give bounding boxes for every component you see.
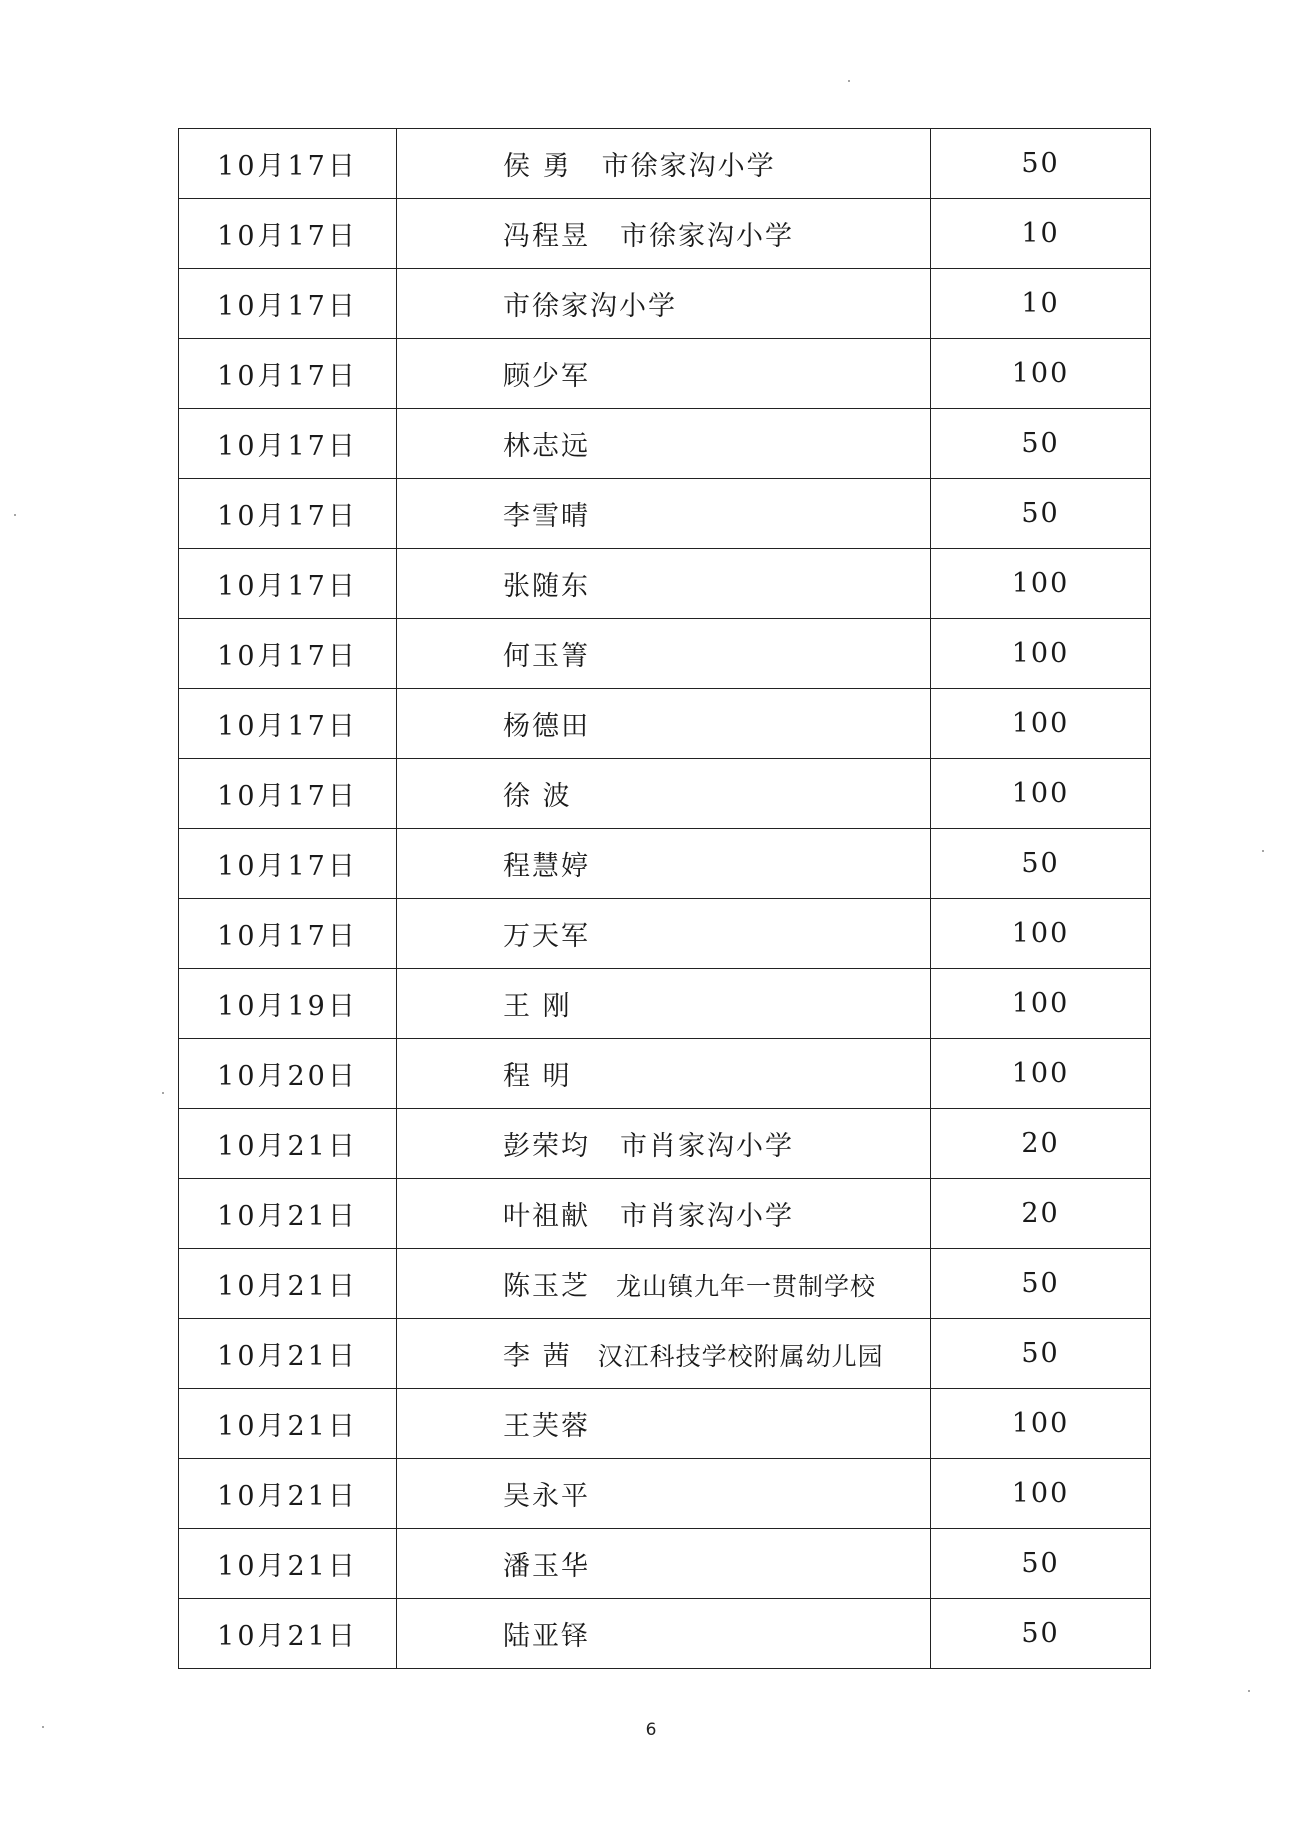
donor-name: 顾少军 — [503, 361, 590, 392]
donor-cell — [397, 1249, 931, 1319]
donor-name: 何玉箐 — [503, 641, 590, 672]
table-row — [179, 1039, 1151, 1109]
school-name: 汉江科技学校附属幼儿园 — [597, 1342, 884, 1371]
amount-cell: 20 — [931, 1109, 1151, 1179]
amount-cell: 100 — [931, 549, 1151, 619]
donor-cell — [397, 1389, 931, 1459]
amount-cell: 50 — [931, 129, 1151, 199]
date-cell: 10月17日 — [179, 199, 397, 269]
date-cell: 10月20日 — [179, 1039, 397, 1109]
amount-cell: 20 — [931, 1179, 1151, 1249]
scan-speck — [14, 514, 16, 516]
date-cell: 10月21日 — [179, 1529, 397, 1599]
amount-cell: 100 — [931, 899, 1151, 969]
table-row — [179, 1109, 1151, 1179]
scan-speck — [1262, 850, 1264, 852]
amount-cell: 100 — [931, 969, 1151, 1039]
donor-cell — [397, 549, 931, 619]
donor-name: 杨德田 — [503, 711, 590, 742]
table-row — [179, 969, 1151, 1039]
school-name: 市肖家沟小学 — [620, 1201, 794, 1232]
table-row — [179, 129, 1151, 199]
amount-cell: 50 — [931, 409, 1151, 479]
table-row — [179, 1319, 1151, 1389]
scan-speck — [42, 1726, 44, 1728]
donor-name: 李 茜 — [503, 1341, 572, 1372]
donor-cell — [397, 409, 931, 479]
date-cell: 10月17日 — [179, 269, 397, 339]
date-cell: 10月21日 — [179, 1459, 397, 1529]
donor-name: 张随东 — [503, 571, 590, 602]
table-row — [179, 1599, 1151, 1669]
donor-name: 彭荣均 — [503, 1131, 590, 1162]
date-cell: 10月17日 — [179, 829, 397, 899]
date-cell: 10月17日 — [179, 549, 397, 619]
donor-cell — [397, 199, 931, 269]
date-cell: 10月21日 — [179, 1249, 397, 1319]
donor-cell — [397, 339, 931, 409]
donor-cell — [397, 759, 931, 829]
amount-cell: 100 — [931, 1039, 1151, 1109]
scan-speck — [1248, 1690, 1250, 1692]
date-cell: 10月21日 — [179, 1109, 397, 1179]
donor-name: 徐 波 — [503, 781, 572, 812]
date-cell: 10月21日 — [179, 1179, 397, 1249]
donor-cell — [397, 619, 931, 689]
scan-speck — [162, 1092, 164, 1094]
page-number: 6 — [645, 1720, 657, 1740]
amount-cell: 100 — [931, 619, 1151, 689]
table-row — [179, 409, 1151, 479]
amount-cell: 10 — [931, 199, 1151, 269]
table-row — [179, 1389, 1151, 1459]
donation-table-body — [179, 129, 1151, 1669]
table-row — [179, 619, 1151, 689]
amount-cell: 50 — [931, 1319, 1151, 1389]
donor-cell — [397, 479, 931, 549]
amount-cell: 50 — [931, 1599, 1151, 1669]
donor-name: 万天军 — [503, 921, 590, 952]
table-row — [179, 1459, 1151, 1529]
school-name: 龙山镇九年一贯制学校 — [616, 1272, 877, 1301]
donor-cell — [397, 269, 931, 339]
donor-cell — [397, 1529, 931, 1599]
date-cell: 10月17日 — [179, 339, 397, 409]
donor-name: 陆亚铎 — [503, 1621, 590, 1652]
donor-cell — [397, 1319, 931, 1389]
date-cell: 10月21日 — [179, 1389, 397, 1459]
school-name: 市徐家沟小学 — [620, 221, 794, 252]
table-row — [179, 479, 1151, 549]
donor-cell — [397, 899, 931, 969]
date-cell: 10月17日 — [179, 479, 397, 549]
table-row — [179, 1529, 1151, 1599]
table-row — [179, 1179, 1151, 1249]
amount-cell: 50 — [931, 479, 1151, 549]
donor-cell — [397, 689, 931, 759]
amount-cell: 100 — [931, 759, 1151, 829]
donor-name: 王芙蓉 — [503, 1411, 590, 1442]
amount-cell: 100 — [931, 1459, 1151, 1529]
table-row — [179, 829, 1151, 899]
table-row — [179, 339, 1151, 409]
donation-table — [178, 128, 1151, 1669]
donor-cell — [397, 1459, 931, 1529]
date-cell: 10月17日 — [179, 899, 397, 969]
donor-name: 林志远 — [503, 431, 590, 462]
donor-name: 冯程昱 — [503, 221, 590, 252]
donor-cell — [397, 829, 931, 899]
date-cell: 10月17日 — [179, 409, 397, 479]
date-cell: 10月17日 — [179, 619, 397, 689]
date-cell: 10月17日 — [179, 759, 397, 829]
amount-cell: 50 — [931, 829, 1151, 899]
amount-cell: 100 — [931, 339, 1151, 409]
amount-cell: 100 — [931, 689, 1151, 759]
date-cell: 10月17日 — [179, 129, 397, 199]
date-cell: 10月19日 — [179, 969, 397, 1039]
donor-cell — [397, 1179, 931, 1249]
donor-name: 潘玉华 — [503, 1551, 590, 1582]
donor-name: 李雪晴 — [503, 501, 590, 532]
table-row — [179, 269, 1151, 339]
donor-cell — [397, 1599, 931, 1669]
donor-name: 侯 勇 — [503, 151, 572, 182]
donor-cell — [397, 1039, 931, 1109]
donor-cell — [397, 1109, 931, 1179]
scan-speck — [848, 80, 850, 82]
school-name: 市徐家沟小学 — [601, 151, 776, 182]
table-row — [179, 549, 1151, 619]
date-cell: 10月21日 — [179, 1599, 397, 1669]
table-row — [179, 899, 1151, 969]
amount-cell: 50 — [931, 1529, 1151, 1599]
table-row — [179, 1249, 1151, 1319]
donor-name: 市徐家沟小学 — [503, 291, 677, 322]
table-row — [179, 199, 1151, 269]
table-row — [179, 759, 1151, 829]
donor-name: 陈玉芝 — [503, 1271, 590, 1302]
date-cell: 10月17日 — [179, 689, 397, 759]
school-name: 市肖家沟小学 — [620, 1131, 794, 1162]
donor-cell — [397, 129, 931, 199]
donor-name: 王 刚 — [503, 991, 572, 1022]
table-row — [179, 689, 1151, 759]
amount-cell: 100 — [931, 1389, 1151, 1459]
donor-name: 程 明 — [503, 1061, 572, 1092]
donor-cell — [397, 969, 931, 1039]
donor-name: 程慧婷 — [503, 851, 590, 882]
amount-cell: 10 — [931, 269, 1151, 339]
date-cell: 10月21日 — [179, 1319, 397, 1389]
amount-cell: 50 — [931, 1249, 1151, 1319]
donor-name: 叶祖献 — [503, 1201, 590, 1232]
donor-name: 吴永平 — [503, 1481, 590, 1512]
